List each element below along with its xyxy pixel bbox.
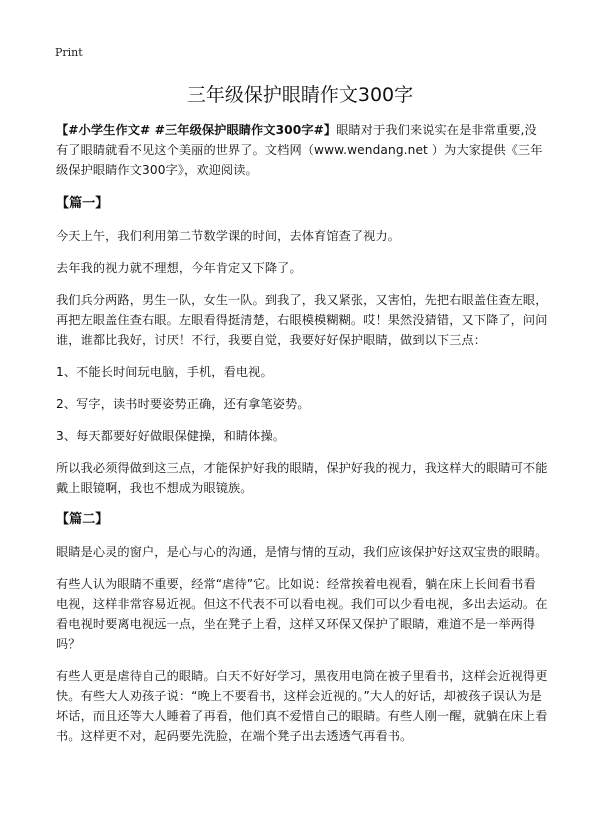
paragraph: 眼睛是心灵的窗户，是心与心的沟通，是情与情的互动，我们应该保护好这双宝贵的眼睛。: [56, 545, 548, 559]
paragraph: 所以我必须得做到这三点，才能保护好我的眼睛，保护好我的视力，我这样大的眼睛可不能戴上眼镜啊，我也不想成为眼镜族。: [56, 461, 548, 495]
list-item: 2、写字，读书时要姿势正确，还有拿笔姿势。: [56, 397, 310, 411]
section-heading-1: 【篇一】: [56, 196, 109, 211]
list-item: 3、每天都要好好做眼保健操，和睛体操。: [56, 429, 286, 443]
paragraph: 去年我的视力就不理想，今年肯定又下降了。: [56, 261, 302, 275]
paragraph: 今天上午，我们利用第二节数学课的时间，去体育馆查了视力。: [56, 229, 401, 243]
list-item: 1、不能长时间玩电脑，手机，看电视。: [56, 365, 273, 379]
article-body: [56, 120, 548, 758]
intro-text: 眼睛对于我们来说实在是非常重要,没有了眼睛就看不见这个美丽的世界了。文档网（www.wendang.net ）为大家提供《三年级保护眼睛作文300字》，欢迎阅读。: [56, 123, 543, 177]
intro-tag: 【#小学生作文# #三年级保护眼睛作文300字#】: [56, 123, 337, 137]
intro-paragraph: [56, 120, 548, 180]
paragraph: 有些人更是虐待自己的眼睛。白天不好好学习，黑夜用电筒在被子里看书，这样会近视得更快。有些大人劝孩子说：“晚上不要看书，这样会近视的。”大人的好话，却被孩子误认为是坏话，而且还等大人睡着了再看，他们真不爱惜自己的眼睛。有些人刚一醒，就躺在床上看书。这样更不对，起码要先洗脸，在端个凳子出去透透气再看书。: [56, 669, 548, 743]
paragraph: 有些人认为眼睛不重要，经常“虐待”它。比如说：经常挨着电视看，躺在床上长间看书看电视，这样非常容易近视。但这不代表不可以看电视。我们可以少看电视，多出去运动。在看电视时要离电视远一点，坐在凳子上看，这样又环保又保护了眼睛，难道不是一举两得吗？: [56, 577, 548, 651]
print-label: Print: [55, 46, 83, 59]
section-heading-2: 【篇二】: [56, 512, 109, 527]
page-title: 三年级保护眼睛作文300字: [186, 84, 414, 106]
paragraph: 我们兵分两路，男生一队，女生一队。到我了，我又紧张，又害怕，先把右眼盖住查左眼，再把左眼盖住查右眼。左眼看得挺清楚，右眼模模糊糊。哎！果然没猜错，又下降了，问问谁，谁都比我好，讨厌！不行，我要自觉，我要好好保护眼睛，做到以下三点：: [56, 293, 548, 347]
